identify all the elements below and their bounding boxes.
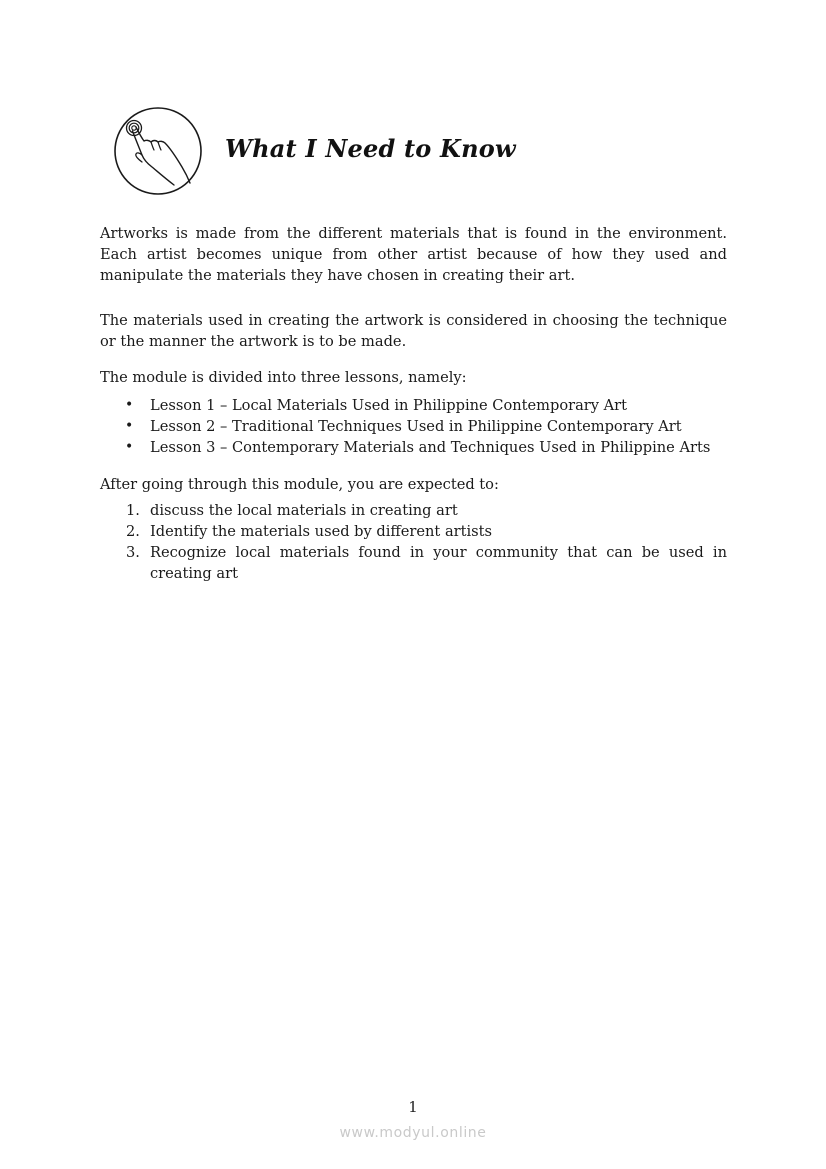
list-item (100, 543, 727, 585)
intro-paragraph: Artworks is made from the different materials that is found in the environment. Each artist becomes unique from other artist because of how they used and manipulate the materials they have chosen in creating their art. (100, 225, 727, 284)
objective-text: discuss the local materials in creating art (150, 502, 458, 520)
lesson-text: Lesson 2 – Traditional Techniques Used in Philippine Contemporary Art (150, 418, 682, 436)
objectives-list (100, 501, 727, 584)
page-number: 1 (408, 1098, 418, 1116)
list-item (100, 416, 727, 437)
pointing-hand-icon (112, 107, 206, 197)
watermark: www.modyul.online (339, 1125, 487, 1141)
body-content (100, 224, 727, 585)
lessons-list (100, 395, 727, 459)
lesson-text: Lesson 1 – Local Materials Used in Philippine Contemporary Art (150, 396, 628, 414)
lessons-intro: The module is divided into three lessons, namely: (100, 368, 467, 386)
list-item (100, 522, 727, 543)
lesson-text: Lesson 3 – Contemporary Materials and Techniques Used in Philippine Arts (150, 439, 711, 457)
bullet-icon: • (125, 396, 134, 413)
bullet-icon: • (125, 439, 134, 456)
materials-paragraph: The materials used in creating the artwork is considered in choosing the technique or the manner the artwork is to be made. (100, 312, 727, 351)
objective-text: Identify the materials used by different artists (150, 523, 492, 541)
bullet-icon: • (125, 418, 134, 435)
objective-text: Recognize local materials found in your community that can be used in creating art (150, 544, 727, 582)
list-number: 3. (126, 544, 140, 562)
list-number: 2. (126, 523, 140, 541)
list-item (100, 395, 727, 416)
section-title: What I Need to Know (225, 134, 516, 163)
list-item (100, 437, 727, 458)
list-item (100, 501, 727, 522)
list-number: 1. (126, 502, 140, 520)
objectives-intro: After going through this module, you are expected to: (100, 475, 499, 493)
